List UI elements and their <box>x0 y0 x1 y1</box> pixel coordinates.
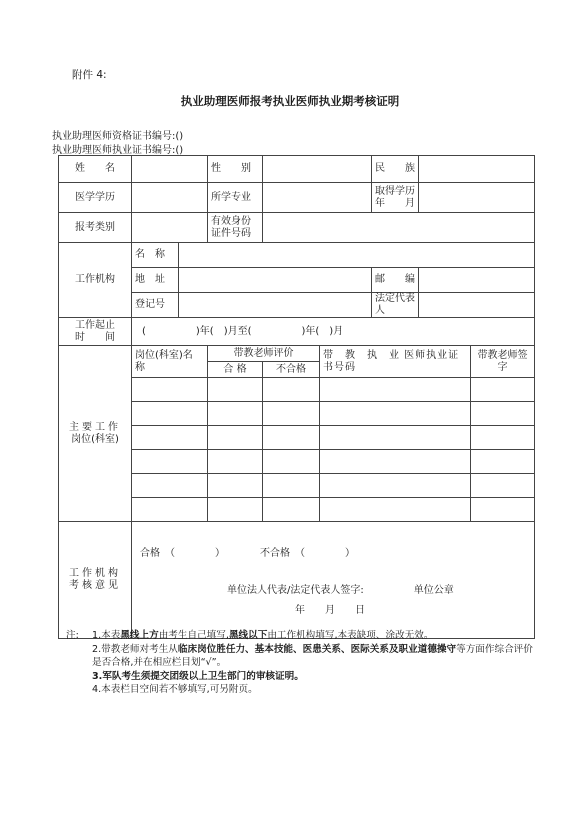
col-teacher-sign: 带教老师签字 <box>471 346 535 378</box>
practitioner-qualification-cert-line: 执业助理医师资格证书编号:() <box>52 131 184 142</box>
document-title: 执业助理医师报考执业医师执业期考核证明 <box>180 94 400 108</box>
post-name-cell[interactable] <box>132 474 208 498</box>
major-label: 所学专业 <box>208 183 263 213</box>
note-1-bold-above: 黑线上方 <box>120 630 159 641</box>
fail-cell[interactable] <box>263 474 320 498</box>
org-reg-no-field[interactable] <box>179 293 372 318</box>
work-period-label-line1: 工作起止 <box>75 319 115 331</box>
note-1-bold-below: 黑线以下 <box>228 630 268 641</box>
post-name-cell[interactable] <box>132 450 208 474</box>
work-period-label-line2: 时 间 <box>75 331 115 343</box>
note-4: 4.本表栏目空间若不够填写,可另附页。 <box>92 684 258 695</box>
verification-form <box>58 155 535 639</box>
org-legal-rep-field[interactable] <box>419 293 535 318</box>
work-period-field[interactable]: ( )年( )月至( )年( )月 <box>132 318 535 346</box>
pass-cell[interactable] <box>208 474 263 498</box>
org-opinion-label <box>59 522 132 639</box>
org-postcode-label: 邮 编 <box>372 268 419 293</box>
col-pass: 合 格 <box>208 362 263 378</box>
med-education-label: 医学学历 <box>59 183 132 213</box>
note-2-part-c: 等方面作综合评价是否合格,并在相应栏目划“√”。 <box>92 643 533 668</box>
post-name-cell[interactable] <box>132 426 208 450</box>
note-3: 3.军队考生须提交团级以上卫生部门的审核证明。 <box>92 670 304 682</box>
work-period-label <box>59 318 132 346</box>
opinion-date: 年 月 日 <box>295 605 365 616</box>
org-name-field[interactable] <box>179 243 535 268</box>
degree-date-label <box>372 183 419 213</box>
attachment-label: 附件 4: <box>72 69 107 81</box>
exam-category-label: 报考类别 <box>59 213 132 243</box>
main-posts-label <box>59 346 132 522</box>
cert-cell[interactable] <box>320 378 471 402</box>
note-1-part-e: 由工作机构填写,本表缺项、涂改无效。 <box>267 630 434 641</box>
org-opinion-field[interactable] <box>132 522 535 639</box>
sign-cell[interactable] <box>471 450 535 474</box>
note-1 <box>92 629 536 643</box>
pass-cell[interactable] <box>208 450 263 474</box>
ethnicity-label: 民 族 <box>372 156 419 183</box>
med-education-field[interactable] <box>132 183 208 213</box>
gender-field[interactable] <box>263 156 372 183</box>
main-posts-label-line1: 主要工作 <box>69 421 121 433</box>
col-teacher-eval: 带教老师评价 <box>208 346 320 362</box>
pass-cell[interactable] <box>208 498 263 522</box>
cert-cell[interactable] <box>320 426 471 450</box>
sign-cell[interactable] <box>471 426 535 450</box>
fail-cell[interactable] <box>263 498 320 522</box>
note-1-part-a: 1.本表 <box>92 630 121 641</box>
major-field[interactable] <box>263 183 372 213</box>
pass-cell[interactable] <box>208 378 263 402</box>
pass-cell[interactable] <box>208 426 263 450</box>
ethnicity-field[interactable] <box>419 156 535 183</box>
col-post-name: 岗位(科室)名 称 <box>132 346 208 378</box>
sign-cell[interactable] <box>471 474 535 498</box>
notes-prefix: 注: <box>66 630 79 641</box>
sign-cell[interactable] <box>471 498 535 522</box>
sign-cell[interactable] <box>471 378 535 402</box>
main-posts-label-line2: 岗位(科室) <box>71 433 119 445</box>
org-name-label: 名 称 <box>132 243 179 268</box>
id-number-label <box>208 213 263 243</box>
practitioner-license-cert-line: 执业助理医师执业证书编号:() <box>52 145 184 156</box>
id-number-label-line2: 证件号码 <box>211 227 251 239</box>
note-1-part-c: 由考生自己填写, <box>158 630 229 641</box>
notes-section <box>66 629 536 697</box>
org-address-label: 地 址 <box>132 268 179 293</box>
note-2 <box>92 643 536 670</box>
org-address-field[interactable] <box>179 268 372 293</box>
degree-date-field[interactable] <box>419 183 535 213</box>
org-opinion-label-line1: 工作机构 <box>69 568 121 579</box>
post-name-cell[interactable] <box>132 498 208 522</box>
note-2-part-a: 2.带教老师对考生从 <box>92 643 178 655</box>
degree-date-label-line1: 取得学历 <box>375 185 415 197</box>
post-name-cell[interactable] <box>132 402 208 426</box>
note-2-bold: 临床岗位胜任力、基本技能、医患关系、医际关系及职业道德操守 <box>177 643 457 655</box>
fail-cell[interactable] <box>263 378 320 402</box>
org-postcode-field[interactable] <box>419 268 535 293</box>
fail-cell[interactable] <box>263 450 320 474</box>
cert-cell[interactable] <box>320 474 471 498</box>
cert-cell[interactable] <box>320 402 471 426</box>
fail-cell[interactable] <box>263 426 320 450</box>
col-teacher-cert: 带 教 执 业 医师执业证书号码 <box>320 346 471 378</box>
id-number-field[interactable] <box>263 213 535 243</box>
degree-date-label-line2: 年 月 <box>375 197 415 209</box>
work-org-label: 工作机构 <box>59 243 132 318</box>
org-legal-rep-label: 法定代表人 <box>372 293 419 318</box>
org-reg-no-label: 登记号 <box>132 293 179 318</box>
exam-category-field[interactable] <box>132 213 208 243</box>
org-opinion-label-line2: 考核意见 <box>69 580 121 591</box>
col-fail: 不合格 <box>263 362 320 378</box>
gender-label: 性 别 <box>208 156 263 183</box>
pass-cell[interactable] <box>208 402 263 426</box>
name-field[interactable] <box>132 156 208 183</box>
id-number-label-line1: 有效身份 <box>211 215 251 227</box>
post-name-cell[interactable] <box>132 378 208 402</box>
signature-line: 单位法人代表/法定代表人签字: 单位公章 <box>227 585 454 596</box>
verdict-line[interactable]: 合格 （ ） 不合格 （ ） <box>140 548 355 559</box>
cert-cell[interactable] <box>320 450 471 474</box>
sign-cell[interactable] <box>471 402 535 426</box>
name-label: 姓 名 <box>59 156 132 183</box>
cert-cell[interactable] <box>320 498 471 522</box>
fail-cell[interactable] <box>263 402 320 426</box>
